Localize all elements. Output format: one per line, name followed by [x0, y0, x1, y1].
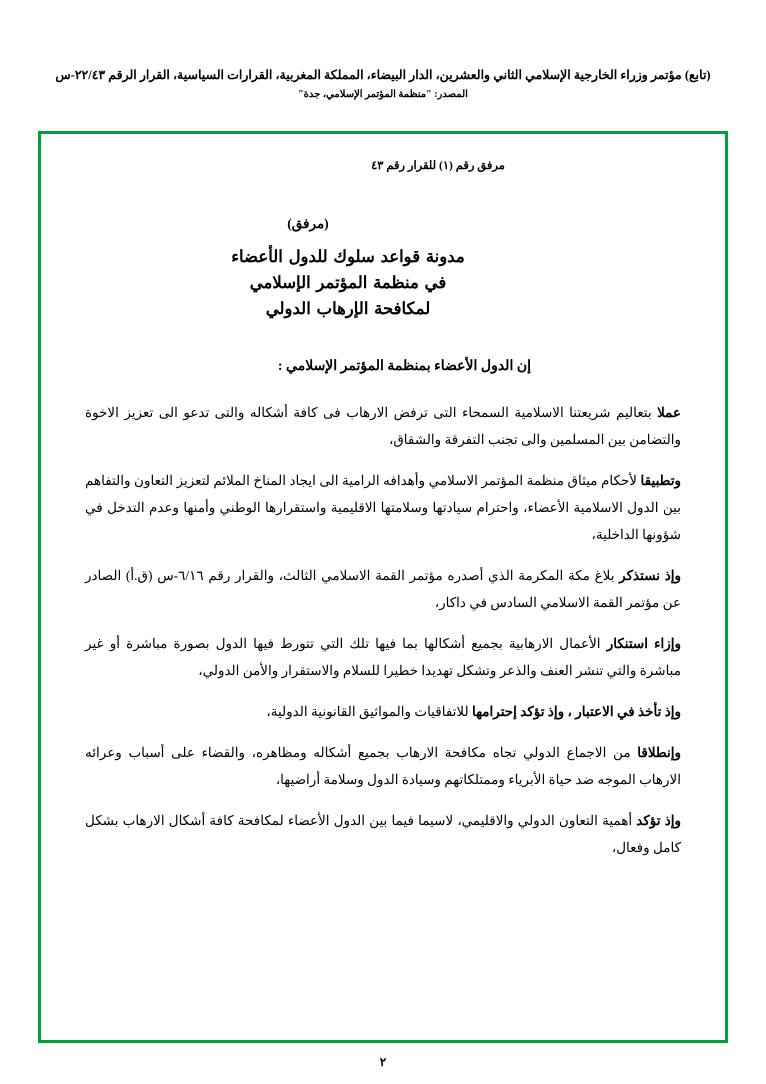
paragraph-2 — [85, 467, 681, 548]
green-bordered-frame — [38, 131, 728, 1043]
paragraph-1-keyword: عملا — [657, 405, 681, 420]
paragraph-5-keyword: وإذ تأخذ في الاعتبار ، وإذ تؤكد إحترامها — [471, 704, 681, 719]
header-title-line: (تابع) مؤتمر وزراء الخارجية الإسلامي الثاني والعشرين، الدار البيضاء، المملكة المغربية، القرارات السياسية، القرار الرقم ٢٢/٤٣-س — [55, 68, 711, 82]
annex-reference: مرفق رقم (١) للقرار رقم ٤٣ — [371, 160, 505, 172]
title-line-1: مدونة قواعد سلوك للدول الأعضاء — [231, 247, 465, 266]
paragraph-3-keyword: وإذ نستذكر — [619, 568, 681, 583]
paragraph-7 — [85, 807, 681, 861]
title-line-2: في منظمة المؤتمر الإسلامي — [249, 273, 447, 292]
paragraph-4-keyword: وإزاء استنكار — [606, 636, 682, 651]
paragraph-6 — [85, 739, 681, 793]
body-text — [85, 399, 681, 861]
paragraph-1 — [85, 399, 681, 453]
paragraph-7-text: أهمية التعاون الدولي والاقليمي، لاسيما فيما بين الدول الأعضاء لمكافحة كافة أشكال الارهاب بشكل كامل وفعال، — [85, 813, 681, 855]
paragraph-6-text: من الاجماع الدولي تجاه مكافحة الارهاب بجميع أشكاله ومظاهره، والقضاء على أسباب وعرائه الارهاب الموجه ضد حياة الأبرياء وممتلكاتهم وسيادة الدول وسلامة أراضيها، — [85, 745, 681, 787]
title-line-3: لمكافحة الإرهاب الدولي — [265, 299, 431, 318]
paragraph-5-text: للاتفاقيات والمواثيق القانونية الدولية، — [266, 704, 469, 719]
paragraph-3 — [85, 562, 681, 616]
paragraph-6-keyword: وإنطلاقا — [637, 745, 681, 760]
document-header — [0, 66, 766, 103]
frame-content — [41, 134, 725, 1040]
paragraph-2-keyword: وتطبيقا — [640, 473, 681, 488]
paragraph-4-text: الأعمال الارهابية بجميع أشكالها بما فيها تلك التي تتورط فيها الدول بصورة مباشرة أو غير مباشرة والتي تنشر العنف والذعر وتشكل تهديدا خطيرا للسلام والاستقرار والأمن الدولي، — [85, 636, 681, 678]
paragraph-1-text: بتعاليم شريعتنا الاسلامية السمحاء التى ترفض الارهاب فى كافة أشكاله والتى تدعو الى تعزيز الاخوة والتضامن بين المسلمين والى تجنب التفرقة والشقاق، — [85, 405, 681, 447]
page-number: ٢ — [379, 1055, 387, 1069]
header-source-line: المصدر: "منظمة المؤتمر الإسلامي، جدة" — [298, 89, 468, 100]
annex-label: (مرفق) — [287, 216, 329, 231]
paragraph-2-text: لأحكام ميثاق منظمة المؤتمر الاسلامي وأهدافه الرامية الى ايجاد المناخ الملائم لتعزيز التعاون والتفاهم بين الدول الاسلامية الأعضاء، واحترام سيادتها وسلامتها الاقليمية واستقرارها الوطني وأمنها وعدم التدخل في شؤونها الداخلية، — [85, 473, 681, 542]
document-title — [85, 244, 611, 322]
paragraph-4 — [85, 630, 681, 684]
paragraph-5 — [85, 698, 681, 725]
paragraph-3-text: بلاغ مكة المكرمة الذي أصدره مؤتمر القمة الاسلامي الثالث، والقرار رقم ٦/١٦-س (ق.أ) الصادر عن مؤتمر القمة الاسلامي السادس في داكار، — [85, 568, 681, 610]
paragraph-7-keyword: وإذ تؤكد — [636, 813, 681, 828]
lead-paragraph: إن الدول الأعضاء بمنظمة المؤتمر الإسلامي : — [277, 359, 531, 374]
